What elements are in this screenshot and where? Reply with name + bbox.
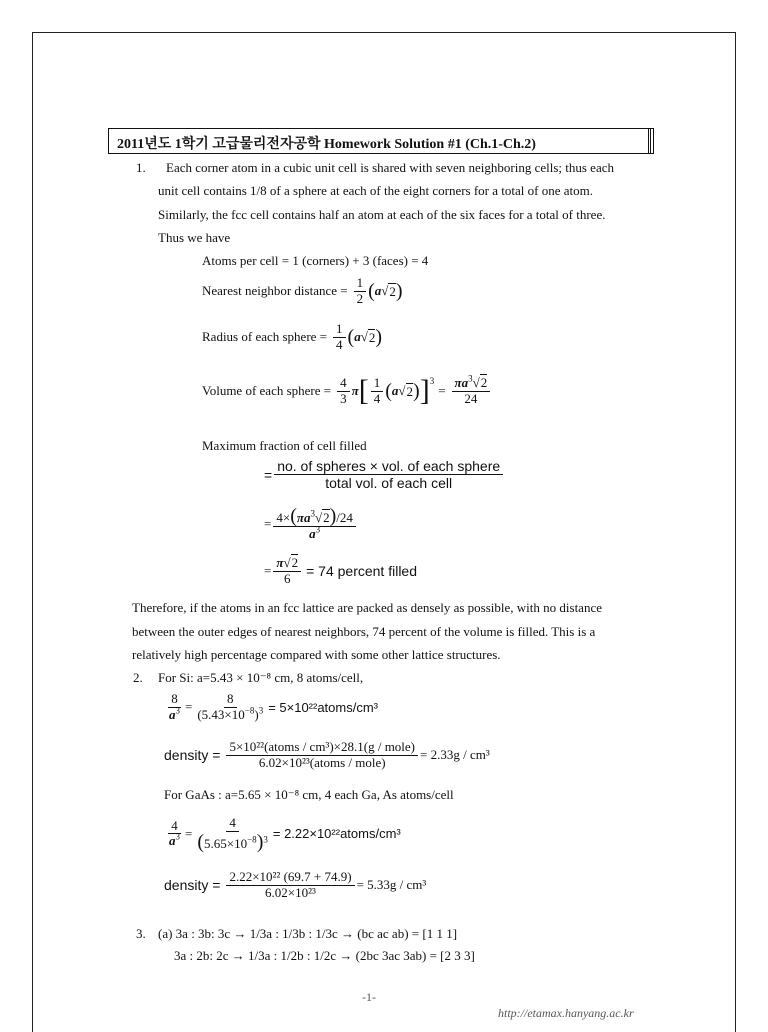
problem-2-number: 2. xyxy=(133,670,143,685)
homework-title: 2011년도 1학기 고급물리전자공학 Homework Solution #1 (Ch.1-Ch.2) xyxy=(117,137,536,152)
si-density-result: = 2.33g / cm³ xyxy=(420,747,490,763)
si-line: For Si: a=5.43 × 10⁻⁸ cm, 8 atoms/cell, xyxy=(158,670,364,685)
si-density-equation xyxy=(164,740,490,771)
si-density-label: density = xyxy=(164,747,221,764)
max-fraction-label: Maximum fraction of cell filled xyxy=(202,438,367,453)
problem-1-line-1: Each corner atom in a cubic unit cell is shared with seven neighboring cells; thus each xyxy=(166,160,614,175)
footer-url: http://etamax.hanyang.ac.kr xyxy=(498,1006,634,1020)
si-atoms-result: = 5×10²²atoms/cm³ xyxy=(268,699,379,715)
si-atoms-equation: $\frac{8}{a^3}$ = $\frac{8}{(5.43\times 10^{-8})^3}$ = 5×10²²atoms/cm³ xyxy=(169,691,379,722)
fraction-denominator: total vol. of each cell xyxy=(325,475,453,492)
gaas-density-numerator: 2.22×10²² (69.7 + 74.9) xyxy=(226,870,354,886)
percent-filled: = 74 percent filled xyxy=(306,563,417,580)
si-density-denominator: 6.02×10²³(atoms / mole) xyxy=(258,754,386,770)
problem-3-number: 3. xyxy=(136,926,146,941)
volume-equation: Volume of each sphere = $\frac{4}{3}$ π [ $\frac{1}{4}$ ( a √ 2 ) ] 3 = $\frac{\pi a^3√2}{24}$ xyxy=(202,376,492,407)
fraction-equation-3: = $\frac{\pi√2}{6}$ = 74 percent filled xyxy=(264,555,417,586)
conclusion-line-3: relatively high percentage compared with some other lattice structures. xyxy=(132,647,501,662)
gaas-atoms-result: = 2.22×10²²atoms/cm³ xyxy=(272,826,401,842)
gaas-density-result: = 5.33g / cm³ xyxy=(356,877,427,893)
header-box xyxy=(108,128,654,154)
radius-equation: Radius of each sphere = $\frac{1}{4}$ ( a √ 2 ) xyxy=(202,321,382,352)
problem-1-line-3: Similarly, the fcc cell contains half an atom at each of the six faces for a total of three. xyxy=(158,207,606,222)
volume-label: Volume of each sphere = xyxy=(202,383,332,399)
conclusion-line-1: Therefore, if the atoms in an fcc lattice are packed as densely as possible, with no distance xyxy=(132,600,602,615)
problem-3-line-1: (a) 3a : 3b: 3c → 1/3a : 1/3b : 1/3c → (bc ac ab) = [1 1 1] xyxy=(158,926,458,941)
fraction-equation-2: = $\frac{4\times(\pi a^3√2)/24}{a^3}$ xyxy=(264,506,358,542)
gaas-density-equation xyxy=(164,870,426,901)
radius-label: Radius of each sphere = xyxy=(202,329,328,345)
gaas-line: For GaAs : a=5.65 × 10⁻⁸ cm, 4 each Ga, As atoms/cell xyxy=(164,787,454,802)
page-number: -1- xyxy=(362,990,376,1004)
problem-3-line-2: 3a : 2b: 2c → 1/3a : 1/2b : 1/2c → (2bc 3ac 3ab) = [2 3 3] xyxy=(174,948,475,963)
gaas-density-label: density = xyxy=(164,877,221,894)
gaas-atoms-equation: $\frac{4}{a^3}$ = $\frac{4}{(5.65\times 10^{-8})^3}$ = 2.22×10²²atoms/cm³ xyxy=(169,815,401,853)
gaas-density-denominator: 6.02×10²³ xyxy=(265,884,316,900)
nearest-neighbor-label: Nearest neighbor distance = xyxy=(202,283,348,299)
atoms-per-cell: Atoms per cell = 1 (corners) + 3 (faces) = 4 xyxy=(202,253,429,268)
nearest-neighbor-equation: Nearest neighbor distance = $\frac{1}{2}$ ( a √ 2 ) xyxy=(202,275,403,306)
problem-1-line-4: Thus we have xyxy=(158,230,231,245)
fraction-equation-1: = $\frac{\text{no. of spheres × vol. of each sphere}}{\text{total vol. of each cell}}$ xyxy=(264,458,505,491)
conclusion-line-2: between the outer edges of nearest neighbors, 74 percent of the volume is filled. This is a xyxy=(132,624,596,639)
problem-1-line-2: unit cell contains 1/8 of a sphere at each of the eight corners for a total of one atom. xyxy=(158,183,593,198)
problem-1-number: 1. xyxy=(136,160,146,175)
fraction-numerator: no. of spheres × vol. of each sphere xyxy=(274,458,503,475)
si-density-numerator: 5×10²²(atoms / cm³)×28.1(g / mole) xyxy=(226,740,418,756)
